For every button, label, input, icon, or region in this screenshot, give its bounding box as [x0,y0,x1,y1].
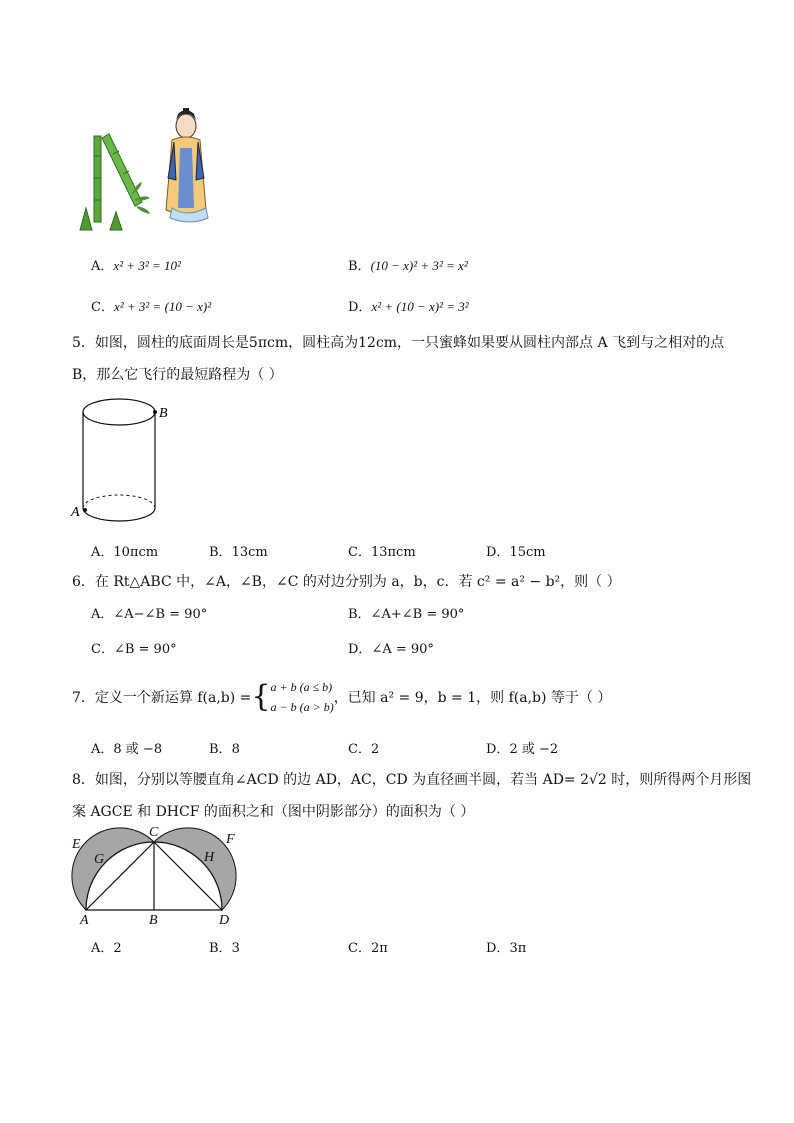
q7-option-b: B．8 [209,742,240,757]
q8-option-c: C．2π [348,941,388,956]
label-b: B [149,913,158,928]
q7-prefix: 7．定义一个新运算 f(a,b) = [72,690,252,706]
q5-stem-line2: B，那么它飞行的最短路程为（ ） [72,367,283,383]
q8-option-a: A．2 [91,941,122,956]
q7-case2: a − b (a > b) [270,700,334,714]
q7-suffix: ，已知 a² = 9，b = 1，则 f(a,b) 等于（ ） [333,690,612,706]
q5-option-c: C．13πcm [348,545,416,560]
q4-option-b: B．(10 − x)² + 3² = x² [348,258,468,274]
q7-case1: a + b (a ≤ b) [270,680,333,694]
q7-option-a: A．8 或 −8 [91,742,163,757]
q6-option-a: A．∠A−∠B = 90° [91,607,208,622]
bamboo-scholar-illustration [76,108,216,232]
q8-option-d: D．3π [486,941,527,956]
q6-stem: 6．在 Rt△ABC 中，∠A，∠B，∠C 的对边分别为 a，b，c．若 c² = a² − b²，则（ ） [72,574,621,590]
q6-option-d: D．∠A = 90° [348,642,434,657]
point-b-marker [153,410,157,414]
label-d: D [219,913,230,928]
q8-option-b: B．3 [209,941,240,956]
label-a: A [71,505,80,520]
q7-option-d: D．2 或 −2 [486,742,559,757]
q4-option-c: C．x² + 3² = (10 − x)² [91,299,212,315]
label-g: G [94,852,105,867]
q6-option-c: C．∠B = 90° [91,642,177,657]
q7-stem [72,677,611,717]
label-h: H [204,850,215,865]
crescent-figure [66,822,250,928]
q4-option-a: A．x² + 3² = 10² [91,258,181,274]
q7-brace: { [251,679,271,714]
q7-option-c: C．2 [348,742,380,757]
label-f: F [226,832,235,847]
q7-cases [271,677,334,717]
q5-option-b: B．13cm [209,545,268,560]
label-a: A [80,913,89,928]
q8-stem-line2: 案 AGCE 和 DHCF 的面积之和（图中阴影部分）的面积为（ ） [72,804,475,820]
q6-option-b: B．∠A+∠B = 90° [348,607,465,622]
q4-option-d: D．x² + (10 − x)² = 3² [348,299,469,315]
label-c: C [149,825,159,840]
q5-option-a: A．10πcm [91,545,159,560]
q8-stem-line1: 8．如图，分别以等腰直角∠ACD 的边 AD，AC，CD 为直径画半圆，若当 AD= 2√2 时，则所得两个月形图 [72,772,752,788]
point-a-marker [83,508,87,512]
label-e: E [72,837,81,852]
label-b: B [159,406,168,421]
cylinder-figure [66,390,176,530]
q5-option-d: D．15cm [486,545,546,560]
q5-stem-line1: 5．如图，圆柱的底面周长是5πcm，圆柱高为12cm，一只蜜蜂如果要从圆柱内部点 A 飞到与之相对的点 [72,335,725,351]
